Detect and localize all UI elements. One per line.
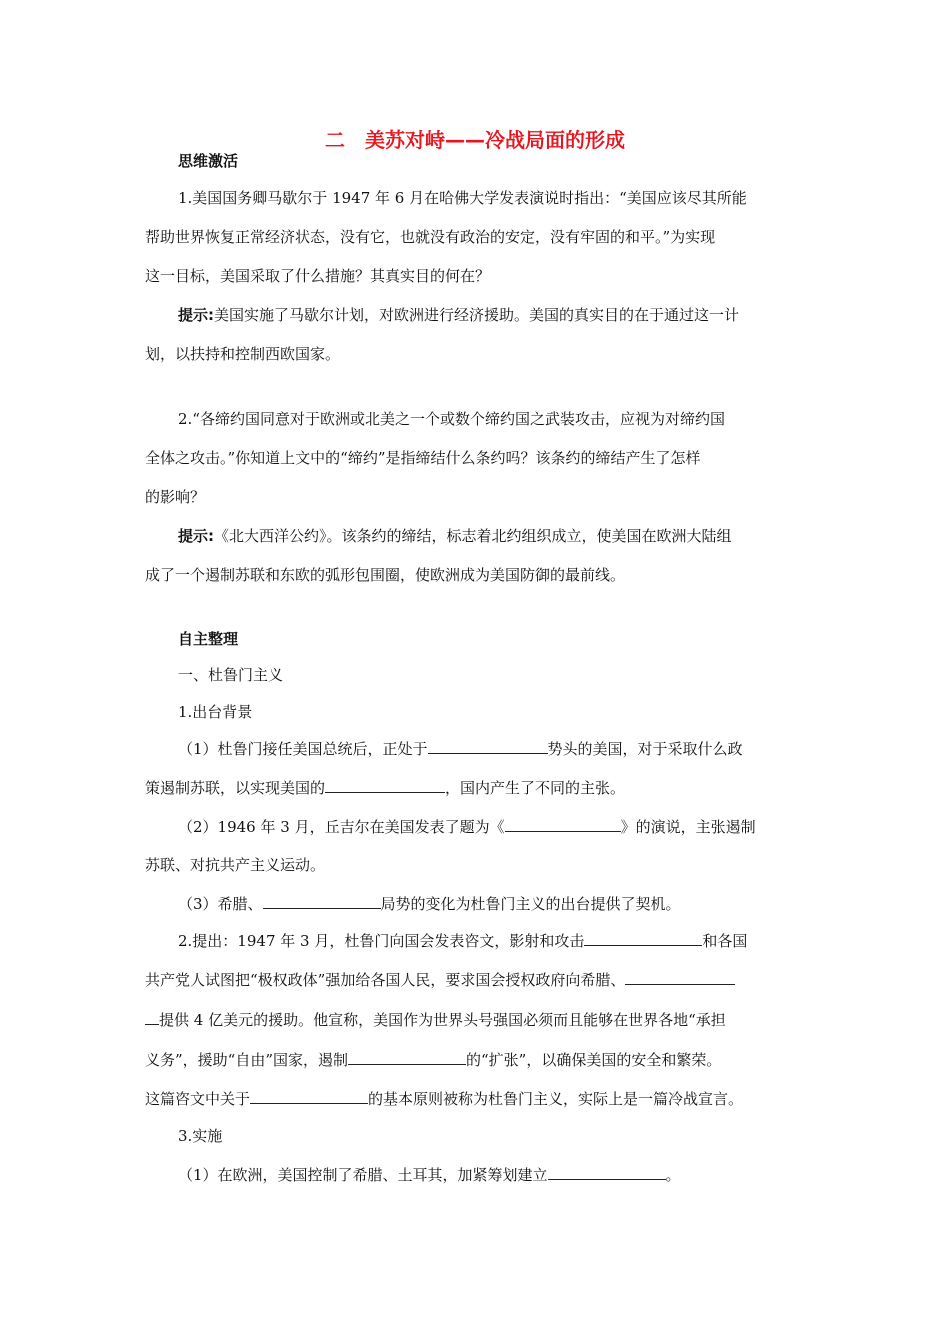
- paragraph-4-line-1: 2.提出：1947 年 3 月，杜鲁门向国会发表咨文，影射和攻击 和各国: [178, 932, 748, 950]
- hint-label: 提示:: [178, 306, 214, 324]
- fill-blank[interactable]: [428, 738, 548, 754]
- paragraph-1-line-2: 策遏制苏联，以实现美国的 ，国内产生了不同的主张。: [145, 779, 626, 797]
- section-heading-thinking: 思维激活: [178, 152, 239, 170]
- question-2-line-3: 的影响？: [145, 488, 206, 506]
- subheading-background: 1.出台背景: [178, 703, 253, 721]
- fill-blank[interactable]: [250, 1088, 368, 1104]
- fill-blank[interactable]: [263, 893, 381, 909]
- fill-blank[interactable]: [348, 1049, 466, 1065]
- paragraph-4-line-4: 义务”，援助“自由”国家，遏制 的“扩张”，以确保美国的安全和繁荣。: [145, 1051, 722, 1069]
- hint-text: 《北大西洋公约》。该条约的缔结，标志着北约组织成立，使美国在欧洲大陆组: [214, 527, 732, 545]
- paragraph-5-line-1: （1）在欧洲，美国控制了希腊、土耳其，加紧筹划建立 。: [178, 1166, 681, 1184]
- paragraph-2-line-1: （2）1946 年 3 月，丘吉尔在美国发表了题为《 》的演说，主张遏制: [178, 818, 756, 836]
- paragraph-2-line-2: 苏联、对抗共产主义运动。: [145, 856, 326, 874]
- paragraph-4-line-5: 这篇咨文中关于 的基本原则被称为杜鲁门主义，实际上是一篇冷战宣言。: [145, 1090, 744, 1108]
- fill-blank[interactable]: [505, 816, 621, 832]
- hint-text: 美国实施了马歇尔计划，对欧洲进行经济援助。美国的真实目的在于通过这一计: [214, 306, 740, 324]
- question-1-hint-line-2: 划，以扶持和控制西欧国家。: [145, 345, 341, 363]
- fill-blank[interactable]: [584, 930, 702, 946]
- hint-label: 提示:: [178, 527, 214, 545]
- question-1-line-3: 这一目标，美国采取了什么措施？其真实目的何在？: [145, 267, 491, 285]
- question-1-line-2: 帮助世界恢复正常经济状态，没有它，也就没有政治的安定，没有牢固的和平。”为实现: [145, 228, 716, 246]
- fill-blank[interactable]: [548, 1164, 666, 1180]
- paragraph-1-line-1: （1）杜鲁门接任美国总统后，正处于 势头的美国，对于采取什么政: [178, 740, 743, 758]
- fill-blank[interactable]: [325, 777, 445, 793]
- page-title: 二 美苏对峙——冷战局面的形成: [325, 128, 625, 152]
- question-1-line-1: 1.美国国务卿马歇尔于 1947 年 6 月在哈佛大学发表演说时指出：“美国应该尽其所能: [178, 189, 747, 207]
- subheading-implementation: 3.实施: [178, 1127, 223, 1145]
- question-2-hint-line-1: [178, 526, 732, 546]
- section-heading-self-study: 自主整理: [178, 630, 239, 648]
- question-2-line-1: 2.“各缔约国同意对于欧洲或北美之一个或数个缔约国之武装攻击，应视为对缔约国: [178, 410, 725, 428]
- question-1-hint-line-1: [178, 305, 739, 325]
- paragraph-4-line-2: 共产党人试图把“极权政体”强加给各国人民，要求国会授权政府向希腊、: [145, 969, 735, 990]
- paragraph-3-line-1: （3）希腊、 局势的变化为杜鲁门主义的出台提供了契机。: [178, 895, 681, 913]
- question-2-hint-line-2: 成了一个遏制苏联和东欧的弧形包围圈，使欧洲成为美国防御的最前线。: [145, 566, 626, 584]
- question-2-line-2: 全体之攻击。”你知道上文中的“缔约”是指缔结什么条约吗？该条约的缔结产生了怎样: [145, 449, 701, 467]
- paragraph-4-line-3: 提供 4 亿美元的援助。他宣称，美国作为世界头号强国必须而且能够在世界各地“承担: [145, 1009, 726, 1030]
- part-1-heading: 一、杜鲁门主义: [178, 666, 284, 684]
- fill-blank-continuation: [145, 1009, 159, 1025]
- fill-blank[interactable]: [625, 969, 735, 985]
